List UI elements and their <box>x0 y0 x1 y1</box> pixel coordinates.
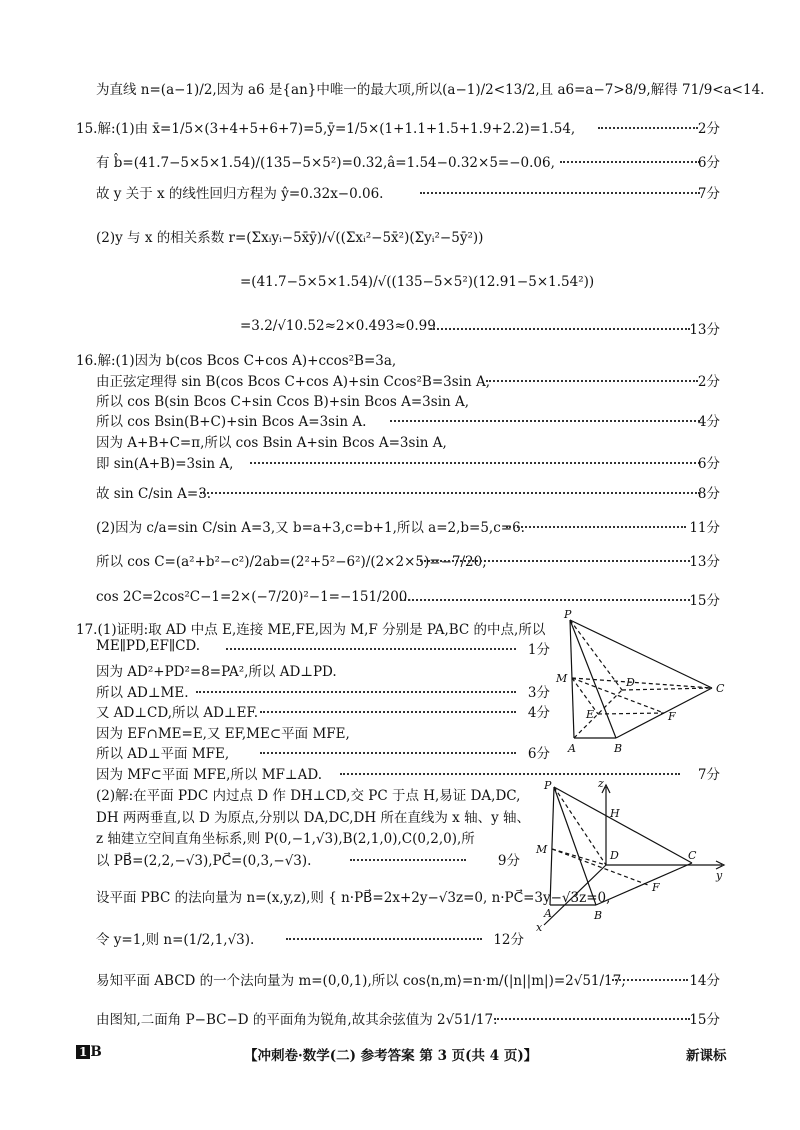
line-text: 由正弦定理得 sin B(cos Bcos C+cos A)+sin Ccos²B=3sin A, <box>96 374 491 390</box>
score: 3分 <box>527 685 550 701</box>
score: 2分 <box>697 121 720 137</box>
line-text: 因为 MF⊂平面 MFE,所以 MF⊥AD. <box>96 767 322 783</box>
line-text: 令 y=1,则 n=(1/2,1,√3). <box>96 932 255 948</box>
line-text: 为直线 n=(a−1)/2,因为 a6 是{an}中唯一的最大项,所以(a−1)/2<13/2,且 a6=a−7>8/9,解得 71/9<a<14. <box>96 82 765 98</box>
line-text: 所以 cos B(sin Bcos C+sin Ccos B)+sin Bcos A=3sin A, <box>96 394 470 410</box>
edge-DC <box>622 688 712 690</box>
edition-label <box>76 1044 102 1060</box>
score: 6分 <box>527 746 550 762</box>
dot-leader <box>196 691 516 693</box>
dot-leader <box>612 979 688 981</box>
score: 7分 <box>697 767 720 783</box>
label-C: C <box>688 849 697 862</box>
line-text: (2)解:在平面 PDC 内过点 D 作 DH⊥CD,交 PC 于点 H,易证 DA,DC, <box>96 788 521 804</box>
score: 6分 <box>697 456 720 472</box>
score: 11分 <box>689 520 720 536</box>
label-A: A <box>568 742 576 755</box>
label-B: B <box>614 742 623 755</box>
line-text: =(41.7−5×5×1.54)/√((135−5×5²)(12.91−5×1.54²)) <box>240 274 595 290</box>
label-D: D <box>626 676 635 689</box>
score: 14分 <box>689 973 720 989</box>
line-text: (2)y 与 x 的相关系数 r=(Σxᵢyᵢ−5x̄ȳ)/√((Σxᵢ²−5x̄²)(Σyᵢ²−5ȳ²)) <box>96 230 484 246</box>
score: 6分 <box>697 155 720 171</box>
line-text: 以 PB⃗=(2,2,−√3),PC⃗=(0,3,−√3). <box>96 853 312 869</box>
line-text: DH 两两垂直,以 D 为原点,分别以 DA,DC,DH 所在直线为 x 轴、y 轴、 <box>96 810 530 826</box>
page-footer <box>76 1044 736 1070</box>
q15-line-3 <box>0 178 800 202</box>
label-F: F <box>668 710 676 723</box>
edge-MD <box>552 849 606 865</box>
pyramid-figure-1 <box>540 608 740 758</box>
line-text: 所以 AD⊥平面 MFE, <box>96 746 230 762</box>
dot-leader <box>390 420 700 422</box>
score: 7分 <box>697 186 720 202</box>
q17-line-15 <box>0 965 800 989</box>
line-text: 设平面 PBC 的法向量为 n=(x,y,z),则 { n·PB⃗=2x+2y−√3z=0, n·PC⃗=3y−√3z=0, <box>96 890 611 906</box>
label-A: A <box>544 907 552 920</box>
edition-letter: B <box>90 1044 102 1060</box>
page-badge: 1 <box>76 1045 90 1059</box>
edge-MF <box>552 849 648 885</box>
score: 15分 <box>689 1012 720 1028</box>
label-D: D <box>610 849 619 862</box>
dot-leader <box>420 192 700 194</box>
dot-leader <box>430 328 690 330</box>
footer-brand: 新课标 <box>686 1048 727 1064</box>
dot-leader <box>560 161 700 163</box>
dot-leader <box>400 599 690 601</box>
line-intro <box>0 74 800 98</box>
q16-line-8 <box>0 512 800 536</box>
q16-line-9 <box>0 546 800 570</box>
line-text: 由图知,二面角 P−BC−D 的平面角为锐角,故其余弦值为 2√51/17. <box>96 1012 498 1028</box>
q16-line-6 <box>0 448 800 472</box>
edge-PB <box>554 787 596 905</box>
score: 4分 <box>697 414 720 430</box>
q17-line-16 <box>0 1004 800 1028</box>
edge-PA <box>550 787 554 905</box>
q16-line-10 <box>0 585 800 609</box>
dot-leader <box>260 711 516 713</box>
line-text: 15.解:(1)由 x̄=1/5×(3+4+5+6+7)=5,ȳ=1/5×(1+1.1+1.5+1.9+2.2)=1.54, <box>76 121 576 137</box>
line-text: 又 AD⊥CD,所以 AD⊥EF. <box>96 705 258 721</box>
label-P: P <box>564 608 572 621</box>
q15-line-1 <box>0 113 800 137</box>
dot-leader <box>486 380 698 382</box>
dot-leader <box>200 492 700 494</box>
q15-line-2 <box>0 147 800 171</box>
label-C: C <box>716 682 725 695</box>
line-text: 因为 EF∩ME=E,又 EF,ME⊂平面 MFE, <box>96 726 350 742</box>
line-text: 所以 cos C=(a²+b²−c²)/2ab=(2²+5²−6²)/(2×2×5)=−7/20, <box>96 554 487 570</box>
line-text: ME∥PD,EF∥CD. <box>96 638 201 654</box>
line-text: =3.2/√10.52≈2×0.493≈0.99. <box>240 318 441 334</box>
label-F: F <box>652 881 660 894</box>
dot-leader <box>420 560 690 562</box>
q16-line-7 <box>0 478 800 502</box>
line-text: cos 2C=2cos²C−1=2×(−7/20)²−1=−151/200. <box>96 589 412 605</box>
line-text: 故 y 关于 x 的线性回归方程为 ŷ=0.32x−0.06. <box>96 186 384 202</box>
score: 8分 <box>697 486 720 502</box>
q15-line-6 <box>0 314 800 338</box>
score: 4分 <box>527 705 550 721</box>
line-text: 因为 A+B+C=π,所以 cos Bsin A+sin Bcos A=3sin A, <box>96 435 447 451</box>
line-text: 17.(1)证明:取 AD 中点 E,连接 ME,FE,因为 M,F 分别是 PA,BC 的中点,所以 <box>76 622 546 638</box>
score: 1分 <box>527 642 550 658</box>
score: 15分 <box>689 593 720 609</box>
pyramid-figure-2 <box>530 775 740 935</box>
dot-leader <box>494 1018 690 1020</box>
edge-PC <box>554 787 692 863</box>
dot-leader <box>506 526 686 528</box>
score: 2分 <box>697 374 720 390</box>
score: 13分 <box>689 322 720 338</box>
label-P: P <box>544 779 552 792</box>
label-B: B <box>594 909 603 922</box>
label-z: z <box>598 777 604 790</box>
dot-leader <box>260 752 516 754</box>
score: 13分 <box>689 554 720 570</box>
line-text: 因为 AD²+PD²=8=PA²,所以 AD⊥PD. <box>96 664 337 680</box>
label-M: M <box>536 843 548 856</box>
footer-title: 【冲刺卷·数学(二) 参考答案 第 3 页(共 4 页)】 <box>244 1048 538 1064</box>
line-text: (2)因为 c/a=sin C/sin A=3,又 b=a+3,c=b+1,所以 a=2,b=5,c=6. <box>96 520 525 536</box>
score: 12分 <box>493 932 524 948</box>
dot-leader <box>286 938 482 940</box>
line-text: 所以 AD⊥ME. <box>96 685 189 701</box>
line-text: 有 b̂=(41.7−5×5×1.54)/(135−5×5²)=0.32,â=1.54−0.32×5=−0.06, <box>96 155 555 171</box>
edge-PC <box>570 620 712 688</box>
label-H: H <box>610 807 620 820</box>
dot-leader <box>350 859 466 861</box>
score: 9分 <box>497 853 520 869</box>
label-y: y <box>716 869 723 882</box>
dot-leader <box>226 648 516 650</box>
label-x: x <box>536 921 543 934</box>
q15-line-5 <box>0 270 800 294</box>
edge-EF <box>598 713 664 714</box>
dot-leader <box>598 127 698 129</box>
q15-line-4 <box>0 222 800 246</box>
dot-leader <box>250 462 700 464</box>
line-text: 易知平面 ABCD 的一个法向量为 m=(0,0,1),所以 cos⟨n,m⟩=n·m/(|n||m|)=2√51/17, <box>96 973 626 989</box>
line-text: 即 sin(A+B)=3sin A, <box>96 456 234 472</box>
line-text: 故 sin C/sin A=3. <box>96 486 212 502</box>
line-text: z 轴建立空间直角坐标系,则 P(0,−1,√3),B(2,1,0),C(0,2,0),所 <box>96 831 475 847</box>
line-text: 所以 cos Bsin(B+C)+sin Bcos A=3sin A. <box>96 414 367 430</box>
label-E: E <box>586 708 595 721</box>
line-text: 16.解:(1)因为 b(cos Bcos C+cos A)+ccos²B=3a, <box>76 353 397 369</box>
label-M: M <box>556 672 568 685</box>
